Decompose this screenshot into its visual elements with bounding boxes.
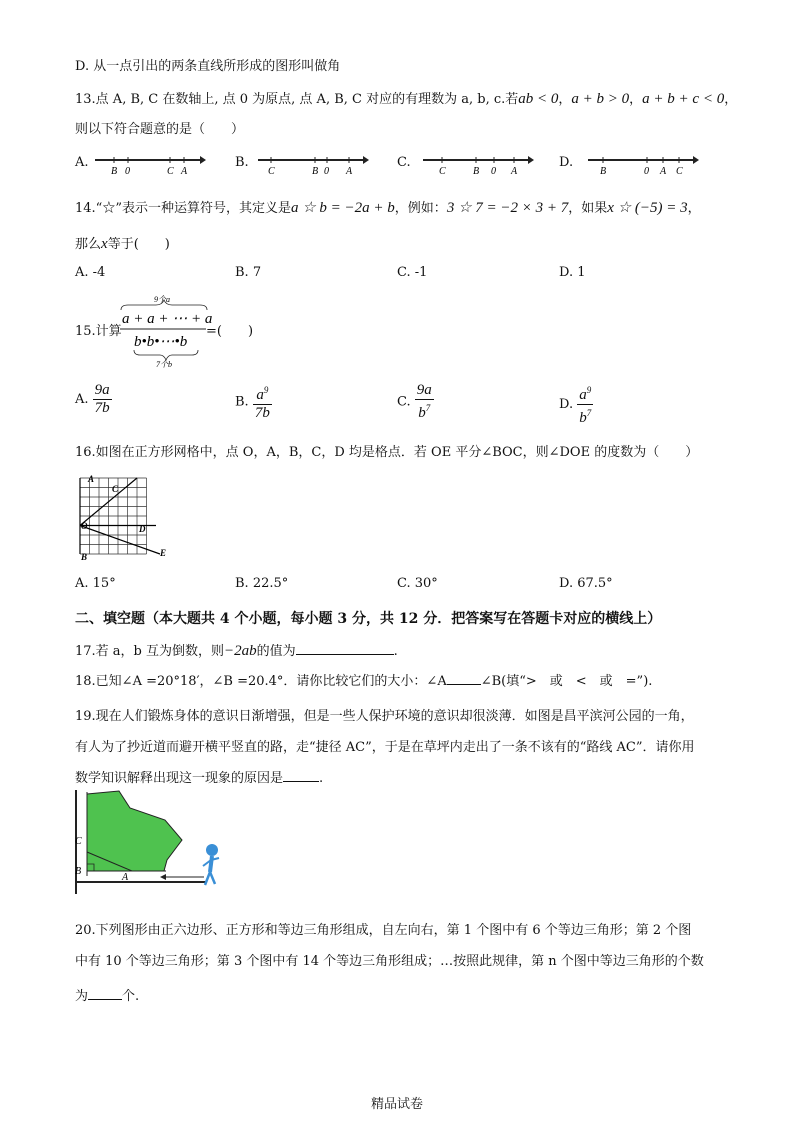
q19-line2: 有人为了抄近道而避开横平竖直的路，走“捷径 AC”，于是在草坪内走出了一条不该有的“路线 AC”．请你用 xyxy=(75,740,695,755)
q15-option-a: A. $\frac{9a}{7b}$ xyxy=(75,382,110,416)
q20-line1: 20.下列图形由正六边形、正方形和等边三角形组成，自左向右，第 1 个图中有 6 个等边三角形；第 2 个图 xyxy=(75,923,692,938)
q16-label-e: E xyxy=(160,548,167,558)
q13-stem: 13.点 A, B, C 在数轴上, 点 0 为原点, 点 A, B, C 对应的有理数为 a, b, c.若ab < 0，a + b > 0，a + b + c < 0， xyxy=(75,91,738,107)
q13-stem-text: 13.点 A, B, C 在数轴上, 点 0 为原点, 点 A, B, C 对应的有理数为 a, b, c.若 xyxy=(75,92,519,107)
q16-label-b: B xyxy=(81,552,88,560)
q15-option-d: D. $\frac{a^9}{b^7}$ xyxy=(559,382,593,427)
q20-line2: 中有 10 个等边三角形；第 3 个图中有 14 个等边三角形组成；…按照此规律，第 n 个图中等边三角形的个数 xyxy=(75,954,704,969)
q19-answer-blank[interactable] xyxy=(283,781,319,782)
q13-cond-sum: a + b > 0 xyxy=(571,91,630,107)
q14-stem: 14.“☆”表示一种运算符号，其定义是a ☆ b = −2a + b，例如：3 ☆ 7 = −2 × 3 + 7，如果x ☆ (−5) = 3， xyxy=(75,200,701,216)
q15-numerator: a + a + ⋯ + a xyxy=(122,311,213,327)
q19-line3: 数学知识解释出现这一现象的原因是 . xyxy=(75,771,324,786)
q13-stem-2: 则以下符合题意的是（ ） xyxy=(75,122,245,137)
q16-label-a: A xyxy=(88,474,95,484)
svg-text:B: B xyxy=(312,166,319,177)
svg-text:A: A xyxy=(660,166,667,177)
q19-label-b: B xyxy=(75,866,82,877)
q14-option-c: C. -1 xyxy=(397,265,428,280)
q15-bottom-brace-label: 7个b xyxy=(156,360,172,369)
q16-option-a: A. 15° xyxy=(75,576,116,591)
q19-park-figure xyxy=(72,788,232,900)
q13-option-a: A. xyxy=(75,155,89,170)
svg-text:B: B xyxy=(473,166,480,177)
q15-option-b: B. $\frac{a^9}{7b}$ xyxy=(235,382,272,422)
q18-stem: 18.已知∠A =20°18′，∠B =20.4°．请你比较它们的大小：∠A ∠B(填“> 或 < 或 =”). xyxy=(75,674,653,689)
svg-text:C: C xyxy=(676,166,683,177)
q13-cond-ab: ab < 0 xyxy=(518,91,559,107)
q13-a-pt-c: C xyxy=(167,166,174,177)
q14-stem-2: 那么x等于( ) xyxy=(75,236,170,252)
q13-option-d: D. xyxy=(559,155,574,170)
page-footer: 精品试卷 xyxy=(370,1097,423,1112)
q16-option-d: D. 67.5° xyxy=(559,576,613,591)
svg-text:C: C xyxy=(439,166,446,177)
q19-label-a: A xyxy=(122,872,129,883)
q13-numberline-a xyxy=(92,150,207,178)
q13-a-pt-0: 0 xyxy=(125,166,130,177)
walking-person-icon xyxy=(203,844,219,885)
svg-text:A: A xyxy=(511,166,518,177)
q15-denominator: b•b•⋯•b xyxy=(134,334,188,350)
q15-expression xyxy=(116,290,216,370)
svg-text:0: 0 xyxy=(491,166,496,177)
q12-option-d: D. 从一点引出的两条直线所形成的图形叫做角 xyxy=(75,59,341,74)
q16-label-o: O xyxy=(81,521,88,531)
q17-stem: 17.若 a，b 互为倒数，则−2ab的值为 . xyxy=(75,643,398,659)
svg-text:B: B xyxy=(600,166,607,177)
q16-label-d: D xyxy=(139,524,146,534)
q16-grid-figure xyxy=(72,470,172,560)
q20-line3: 为 个. xyxy=(75,989,140,1004)
q14-option-a: A. -4 xyxy=(75,265,106,280)
q20-answer-blank[interactable] xyxy=(88,999,122,1000)
q17-answer-blank[interactable] xyxy=(296,654,394,655)
q13-option-c: C. xyxy=(397,155,411,170)
svg-text:0: 0 xyxy=(324,166,329,177)
q15-top-brace-label: 9个a xyxy=(154,295,170,304)
svg-text:0: 0 xyxy=(644,166,649,177)
q16-option-c: C. 30° xyxy=(397,576,438,591)
q13-a-pt-a: A xyxy=(181,166,188,177)
q13-numberline-d xyxy=(585,150,700,178)
q15-tail: =( ) xyxy=(206,324,254,339)
svg-text:A: A xyxy=(346,166,353,177)
q13-a-pt-b: B xyxy=(111,166,118,177)
section2-title: 二、填空题（本大题共 4 个小题，每小题 3 分，共 12 分．把答案写在答题卡对应的横线上） xyxy=(75,611,662,627)
q13-numberline-c xyxy=(420,150,535,178)
q14-option-b: B. 7 xyxy=(235,265,262,280)
q13-numberline-b xyxy=(255,150,370,178)
q15-option-c: C. $\frac{9a}{b^7}$ xyxy=(397,382,432,421)
q13-option-b: B. xyxy=(235,155,249,170)
q14-definition: a ☆ b = −2a + b xyxy=(290,200,395,216)
svg-text:C: C xyxy=(268,166,275,177)
q14-option-d: D. 1 xyxy=(559,265,586,280)
q19-label-c: C xyxy=(75,836,82,847)
q18-answer-blank[interactable] xyxy=(447,684,481,685)
q13-cond-sum3: a + b + c < 0 xyxy=(642,91,725,107)
q16-stem: 16.如图在正方形网格中，点 O，A，B，C，D 均是格点．若 OE 平分∠BOC，则∠DOE 的度数为（ ） xyxy=(75,445,699,460)
q19-line1: 19.现在人们锻炼身体的意识日渐增强，但是一些人保护环境的意识却很淡薄．如图是昌平滨河公园的一角， xyxy=(75,709,694,724)
q14-condition: x ☆ (−5) = 3 xyxy=(607,200,688,216)
q15-label: 15.计算 xyxy=(75,324,122,339)
q16-option-b: B. 22.5° xyxy=(235,576,289,591)
q14-example: 3 ☆ 7 = −2 × 3 + 7 xyxy=(446,200,569,216)
q16-label-c: C xyxy=(112,484,119,494)
